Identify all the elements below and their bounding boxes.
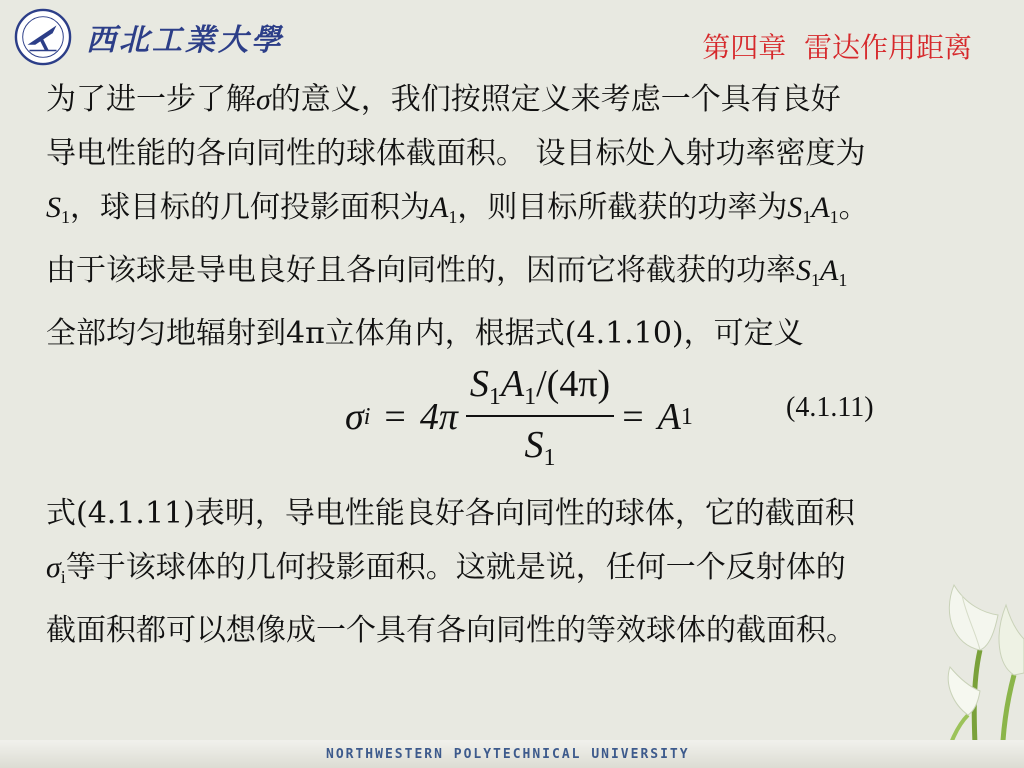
footer-bar: [0, 740, 1024, 768]
equals-sign: =: [622, 396, 644, 438]
text-segment: ，则目标所截获的功率为: [457, 190, 788, 225]
text-line: [46, 541, 991, 604]
university-logo: [14, 6, 284, 68]
text-line: 全部均匀地辐射到4π立体角内，根据式(4.1.10)，可定义: [46, 316, 804, 351]
symbol-A: A: [811, 191, 830, 224]
paragraph-conclusion: [46, 487, 991, 658]
symbol-S: S: [787, 191, 803, 224]
text-segment: 的意义，我们按照定义来考虑一个具有良好: [270, 82, 841, 117]
sigma-symbol: σ: [46, 551, 61, 584]
subscript: 1: [829, 207, 839, 227]
text-segment: 为了进一步了解: [46, 82, 256, 117]
text-line: 截面积都可以想像成一个具有各向同性的等效球体的截面积。: [46, 613, 856, 648]
text-segment: ，球目标的几何投影面积为: [70, 190, 430, 225]
symbol-A: A: [430, 191, 449, 224]
formula-subscript: 1: [488, 384, 501, 410]
text-line: [46, 181, 991, 244]
subscript: 1: [838, 270, 848, 290]
formula-4-1-11: [345, 362, 693, 472]
subscript: 1: [61, 207, 70, 227]
university-logo-text: 西北工業大學: [86, 23, 284, 58]
formula-coefficient: 4π: [419, 396, 458, 438]
chapter-title: 第四章 雷达作用距离: [702, 31, 972, 64]
text-line: 导电性能的各向同性的球体截面积。 设目标处入射功率密度为: [46, 136, 866, 171]
fraction-numerator: [466, 362, 614, 417]
symbol-S: S: [46, 191, 61, 224]
subscript: 1: [802, 207, 812, 227]
formula-text: /(4π): [536, 363, 611, 405]
formula-symbol: S: [469, 363, 489, 405]
symbol-S: S: [796, 254, 811, 287]
formula-symbol: A: [500, 363, 525, 405]
formula-fraction: [466, 362, 614, 472]
symbol-A: A: [820, 254, 839, 287]
text-segment: 。: [838, 190, 869, 225]
equals-sign: =: [384, 396, 406, 438]
paragraph-definition: [46, 73, 991, 361]
formula-subscript: 1: [524, 384, 537, 410]
text-line: [46, 73, 991, 127]
sigma-symbol: σ: [256, 83, 271, 116]
subscript: i: [60, 567, 66, 587]
formula-symbol: S: [524, 424, 544, 466]
text-line: [46, 244, 991, 307]
text-line: 式(4.1.11)表明，导电性能良好各向同性的球体，它的截面积: [46, 496, 855, 531]
formula-subscript: 1: [680, 403, 693, 430]
calla-lily-decoration: [914, 555, 1024, 768]
university-emblem-icon: [14, 8, 72, 66]
text-segment: 等于该球体的几何投影面积。这就是说，任何一个反射体的: [65, 550, 846, 585]
formula-sigma: σ: [345, 396, 364, 438]
footer-university-name: NORTHWESTERN POLYTECHNICAL UNIVERSITY: [326, 747, 690, 762]
subscript: 1: [811, 270, 820, 290]
formula-subscript: i: [363, 403, 371, 430]
subscript: 1: [448, 207, 458, 227]
equation-number: (4.1.11): [786, 392, 874, 423]
fraction-denominator: [525, 417, 556, 472]
text-segment: 由于该球是导电良好且各向同性的，因而它将截获的功率: [46, 253, 796, 288]
formula-subscript: 1: [543, 445, 556, 471]
formula-symbol: A: [657, 396, 681, 438]
